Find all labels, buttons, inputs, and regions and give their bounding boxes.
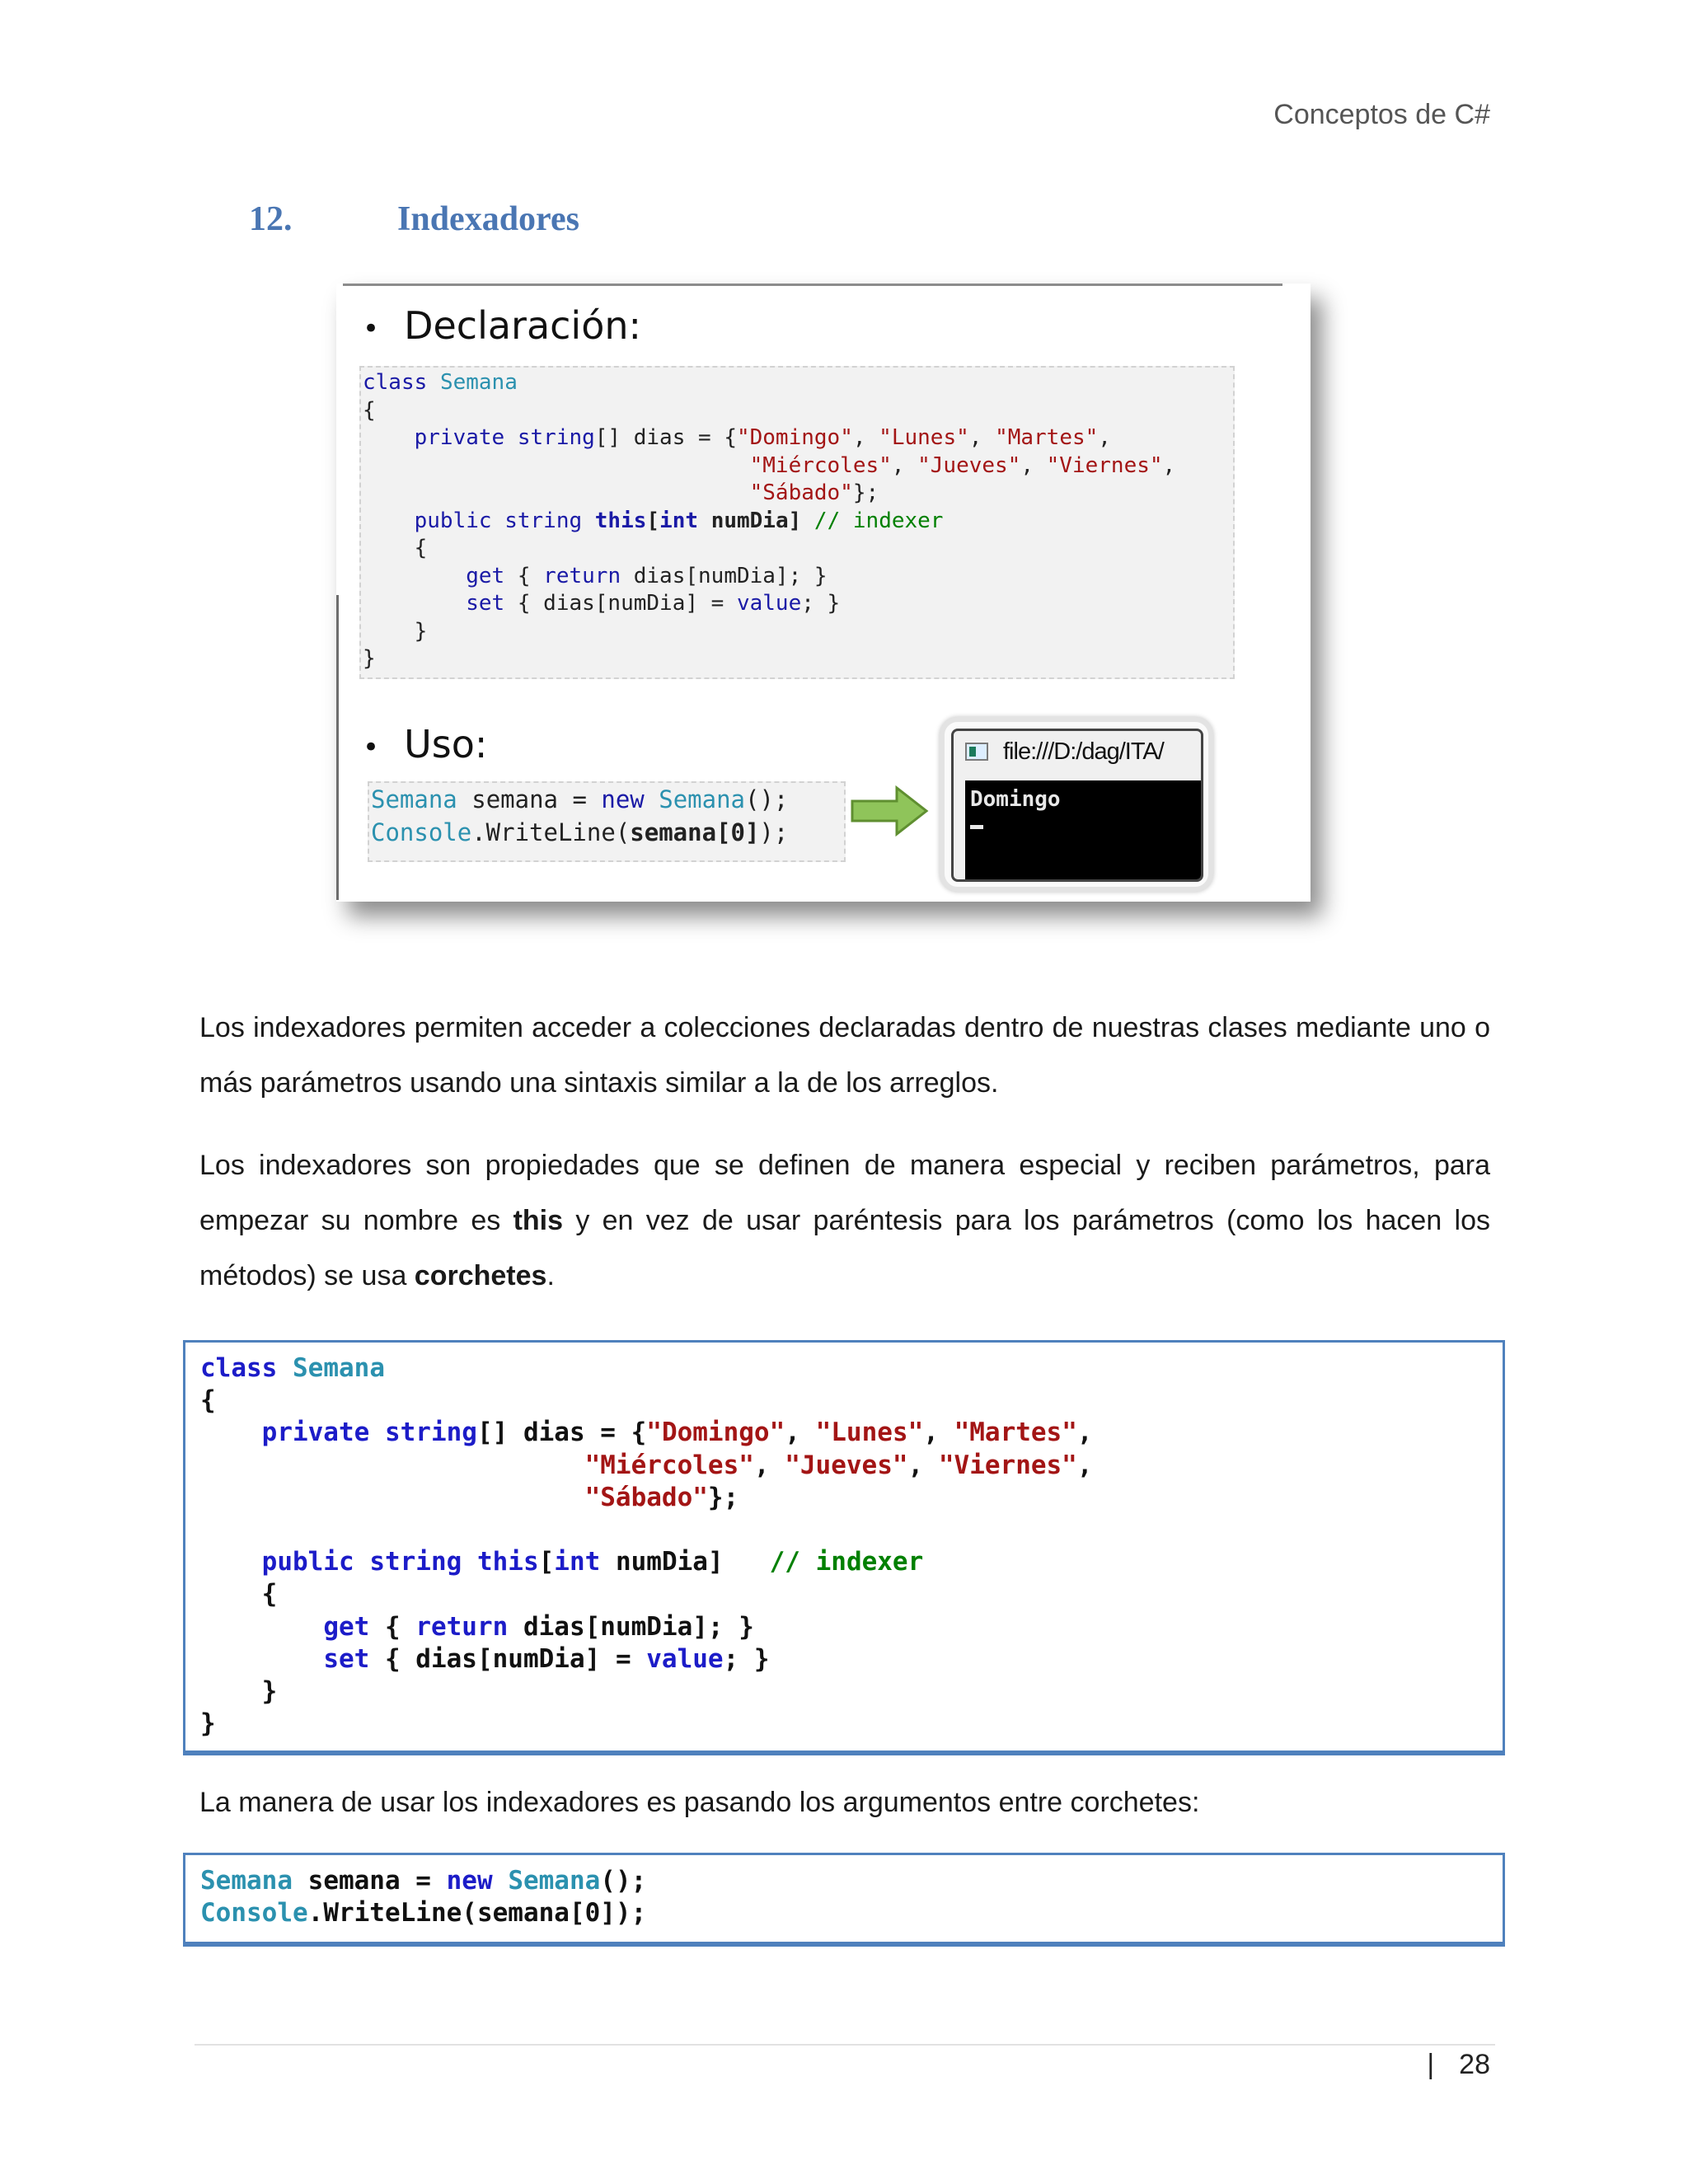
slide-bullet-declaration-label: Declaración:: [404, 303, 642, 348]
bullet-icon: •: [363, 730, 380, 764]
slide-top-border: [343, 284, 1282, 286]
console-screen: [965, 780, 1201, 879]
console-titlebar: [954, 731, 1201, 772]
page-number: | 28: [1427, 2049, 1490, 2080]
bullet-icon: •: [363, 312, 380, 345]
console-title: file:///D:/dag/ITA/: [1003, 738, 1164, 765]
page-number-value: 28: [1459, 2049, 1490, 2080]
slide-left-border: [336, 595, 339, 900]
paragraph-properties: Los indexadores son propiedades que se definen de manera especial y reciben parámetros, para empezar su nombre es this y en vez de usar paréntesis para los parámetros (como los hacen los métodos) se usa corchetes.: [199, 1150, 1491, 1291]
paragraph-usage: La manera de usar los indexadores es pasando los argumentos entre corchetes:: [199, 1787, 1200, 1818]
console-cursor: [970, 825, 983, 829]
footer-divider: [195, 2044, 1495, 2046]
section-number: 12.: [249, 200, 293, 238]
section-title: Indexadores: [397, 200, 579, 238]
slide-code-uso: Semana semana = new Semana(); Console.WriteLine(semana[0]);: [368, 781, 846, 862]
slide-bullet-uso: [363, 722, 487, 766]
section-heading: [249, 199, 579, 239]
right-arrow-icon: [851, 785, 930, 837]
slide-figure: [336, 284, 1311, 902]
running-header: Conceptos de C#: [1273, 99, 1490, 130]
console-app-icon: [965, 743, 988, 761]
console-frame: [951, 729, 1203, 882]
console-output: Domingo: [970, 787, 1061, 812]
slide-code-declaration: class Semana { private string[] dias = {"Domingo", "Lunes", "Martes", "Miércoles", "Jueves", "Viernes", "Sábado"}; public string this[int numDia] // indexer { get { return dias[numDia]; } set { dias[numDia] = value; } } }: [359, 366, 1235, 679]
slide-bullet-declaration: [363, 303, 641, 348]
code-block-usage: Semana semana = new Semana(); Console.WriteLine(semana[0]);: [183, 1853, 1505, 1947]
paragraph-intro: Los indexadores permiten acceder a colecciones declaradas dentro de nuestras clases mediante uno o más parámetros usando una sintaxis similar a la de los arreglos.: [199, 1012, 1490, 1099]
code-block-declaration: class Semana { private string[] dias = {"Domingo", "Lunes", "Martes", "Miércoles", "Jueves", "Viernes", "Sábado"}; public string this[int numDia] // indexer { get { return dias[numDia]; } set { dias[numDia] = value; } } }: [183, 1340, 1505, 1755]
slide-panel: [336, 284, 1311, 902]
console-window: [940, 717, 1213, 892]
slide-bullet-uso-label: Uso:: [404, 722, 488, 766]
